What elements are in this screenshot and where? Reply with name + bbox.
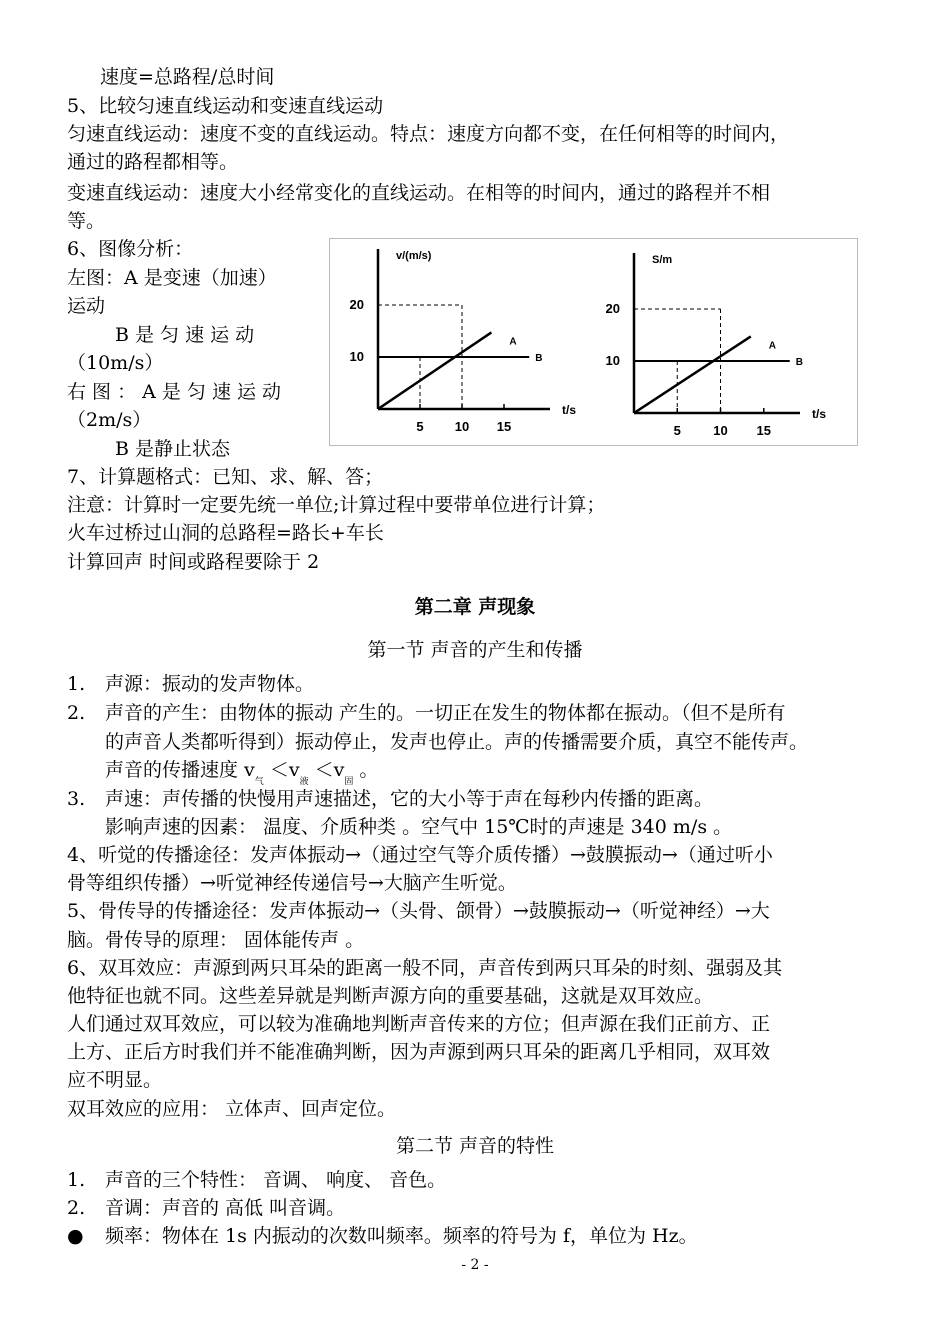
formula-part: 声音的传播速度 v	[105, 759, 255, 781]
formula-part: ＜v	[308, 759, 345, 781]
text-line: 影响声速的因素： 温度、介质种类 。空气中 15℃时的声速是 340 m/s 。	[105, 816, 733, 838]
list-item	[67, 1223, 698, 1249]
subscript: 固	[344, 777, 354, 787]
y-tick-label: 10	[605, 353, 620, 368]
y-tick-label: 10	[349, 349, 364, 364]
text-line: 5、比较匀速直线运动和变速直线运动	[67, 95, 384, 117]
series-label-b: B	[535, 353, 543, 364]
x-tick-label: 15	[756, 423, 772, 438]
list-text: 声速：声传播的快慢用声速描述，它的大小等于声在每秒内传播的距离。	[105, 788, 714, 810]
text-line: B 是 匀 速 运 动	[115, 324, 255, 346]
chapter-title: 第二章 声现象	[414, 596, 536, 618]
text-line: 等。	[67, 210, 106, 232]
y-axis-label: S/m	[652, 254, 673, 266]
x-tick-label: 10	[454, 419, 470, 434]
series-line-a	[634, 336, 751, 413]
text-line: （2m/s）	[67, 409, 152, 431]
x-axis-label: t/s	[562, 403, 577, 417]
text-line: 速度=总路程/总时间	[100, 66, 275, 88]
graphs-svg	[330, 239, 857, 445]
text-line: 运动	[67, 295, 106, 317]
series-label-a: A	[768, 340, 777, 352]
subscript: 气	[254, 777, 264, 787]
x-tick-label: 5	[416, 419, 424, 434]
section-title: 第一节 声音的产生和传播	[367, 639, 583, 661]
list-text: 声音的三个特性： 音调、 响度、 音色。	[105, 1169, 447, 1191]
list-item	[67, 700, 786, 726]
list-number: 3.	[67, 788, 86, 810]
list-item	[67, 671, 314, 697]
text-line: 4、听觉的传播途径：发声体振动→（通过空气等介质传播）→鼓膜振动→（通过听小	[67, 844, 773, 866]
formula-part: 。	[353, 759, 379, 781]
text-line: 匀速直线运动：速度不变的直线运动。特点：速度方向都不变，在任何相等的时间内，	[67, 123, 790, 145]
text-line: B 是静止状态	[115, 438, 231, 460]
text-line: 人们通过双耳效应，可以较为准确地判断声音传来的方位；但声源在我们正前方、正	[67, 1013, 771, 1035]
list-text: 音调：声音的 高低 叫音调。	[105, 1197, 346, 1219]
x-axis-label: t/s	[812, 407, 827, 421]
series-label-b: B	[795, 357, 803, 368]
text-line: 应不明显。	[67, 1069, 163, 1091]
text-line: 注意：计算时一定要先统一单位;计算过程中要带单位进行计算；	[67, 494, 606, 516]
list-item	[67, 1167, 446, 1193]
graph-figure	[329, 238, 858, 446]
list-number: 1.	[67, 673, 86, 695]
list-item	[67, 786, 713, 812]
section-title: 第二节 声音的特性	[395, 1135, 555, 1157]
list-text: 声源：振动的发声物体。	[105, 673, 315, 695]
x-tick-label: 15	[496, 419, 512, 434]
subscript: 液	[299, 777, 309, 787]
text-line: 双耳效应的应用： 立体声、回声定位。	[67, 1098, 397, 1120]
text-line: 左图：A 是变速（加速）	[67, 267, 277, 289]
series-line-a	[378, 332, 491, 409]
list-number: 2.	[67, 702, 86, 724]
list-number: 2.	[67, 1197, 86, 1219]
text-line: 6、图像分析：	[67, 238, 194, 260]
text-line: 他特征也就不同。这些差异就是判断声源方向的重要基础，这就是双耳效应。	[67, 985, 714, 1007]
text-line: 脑。骨传导的原理： 固体能传声 。	[67, 929, 365, 951]
y-axis-label: v/(m/s)	[396, 250, 432, 262]
text-line: 上方、正后方时我们并不能准确判断，因为声源到两只耳朵的距离几乎相同，双耳效	[67, 1041, 771, 1063]
y-tick-label: 20	[605, 301, 620, 316]
y-tick-label: 20	[349, 297, 364, 312]
text-line: （10m/s）	[67, 352, 164, 374]
list-number: 1.	[67, 1169, 86, 1191]
text-line: 变速直线运动：速度大小经常变化的直线运动。在相等的时间内，通过的路程并不相	[67, 182, 771, 204]
text-line: 5、骨传导的传播途径：发声体振动→（头骨、颌骨）→鼓膜振动→（听觉神经）→大	[67, 900, 770, 922]
text-line: 7、计算题格式：已知、求、解、答；	[67, 466, 384, 488]
text-line: 火车过桥过山洞的总路程=路长+车长	[67, 522, 384, 544]
list-item	[67, 1195, 345, 1221]
text-line: 的声音人类都听得到）振动停止，发声也停止。声的传播需要介质，真空不能传声。	[105, 731, 809, 753]
list-text: 频率：物体在 1s 内振动的次数叫频率。频率的符号为 f，单位为 Hz。	[105, 1225, 698, 1247]
x-tick-label: 10	[713, 423, 728, 438]
formula-part: ＜v	[263, 759, 300, 781]
list-text: 声音的产生：由物体的振动 产生的。一切正在发生的物体都在振动。（但不是所有	[105, 702, 786, 724]
page-number: - 2 -	[461, 1257, 489, 1273]
text-line: 骨等组织传播）→听觉神经传递信号→大脑产生听觉。	[67, 872, 517, 894]
text-line: 计算回声 时间或路程要除于 2	[67, 551, 320, 573]
text-line: 右 图 ： A 是 匀 速 运 动	[67, 381, 282, 403]
text-line: 通过的路程都相等。	[67, 151, 239, 173]
bullet-icon: ●	[67, 1225, 84, 1247]
x-tick-label: 5	[673, 423, 681, 438]
text-line: 6、双耳效应：声源到两只耳朵的距离一般不同，声音传到两只耳朵的时刻、强弱及其	[67, 957, 783, 979]
series-label-a: A	[509, 336, 517, 348]
